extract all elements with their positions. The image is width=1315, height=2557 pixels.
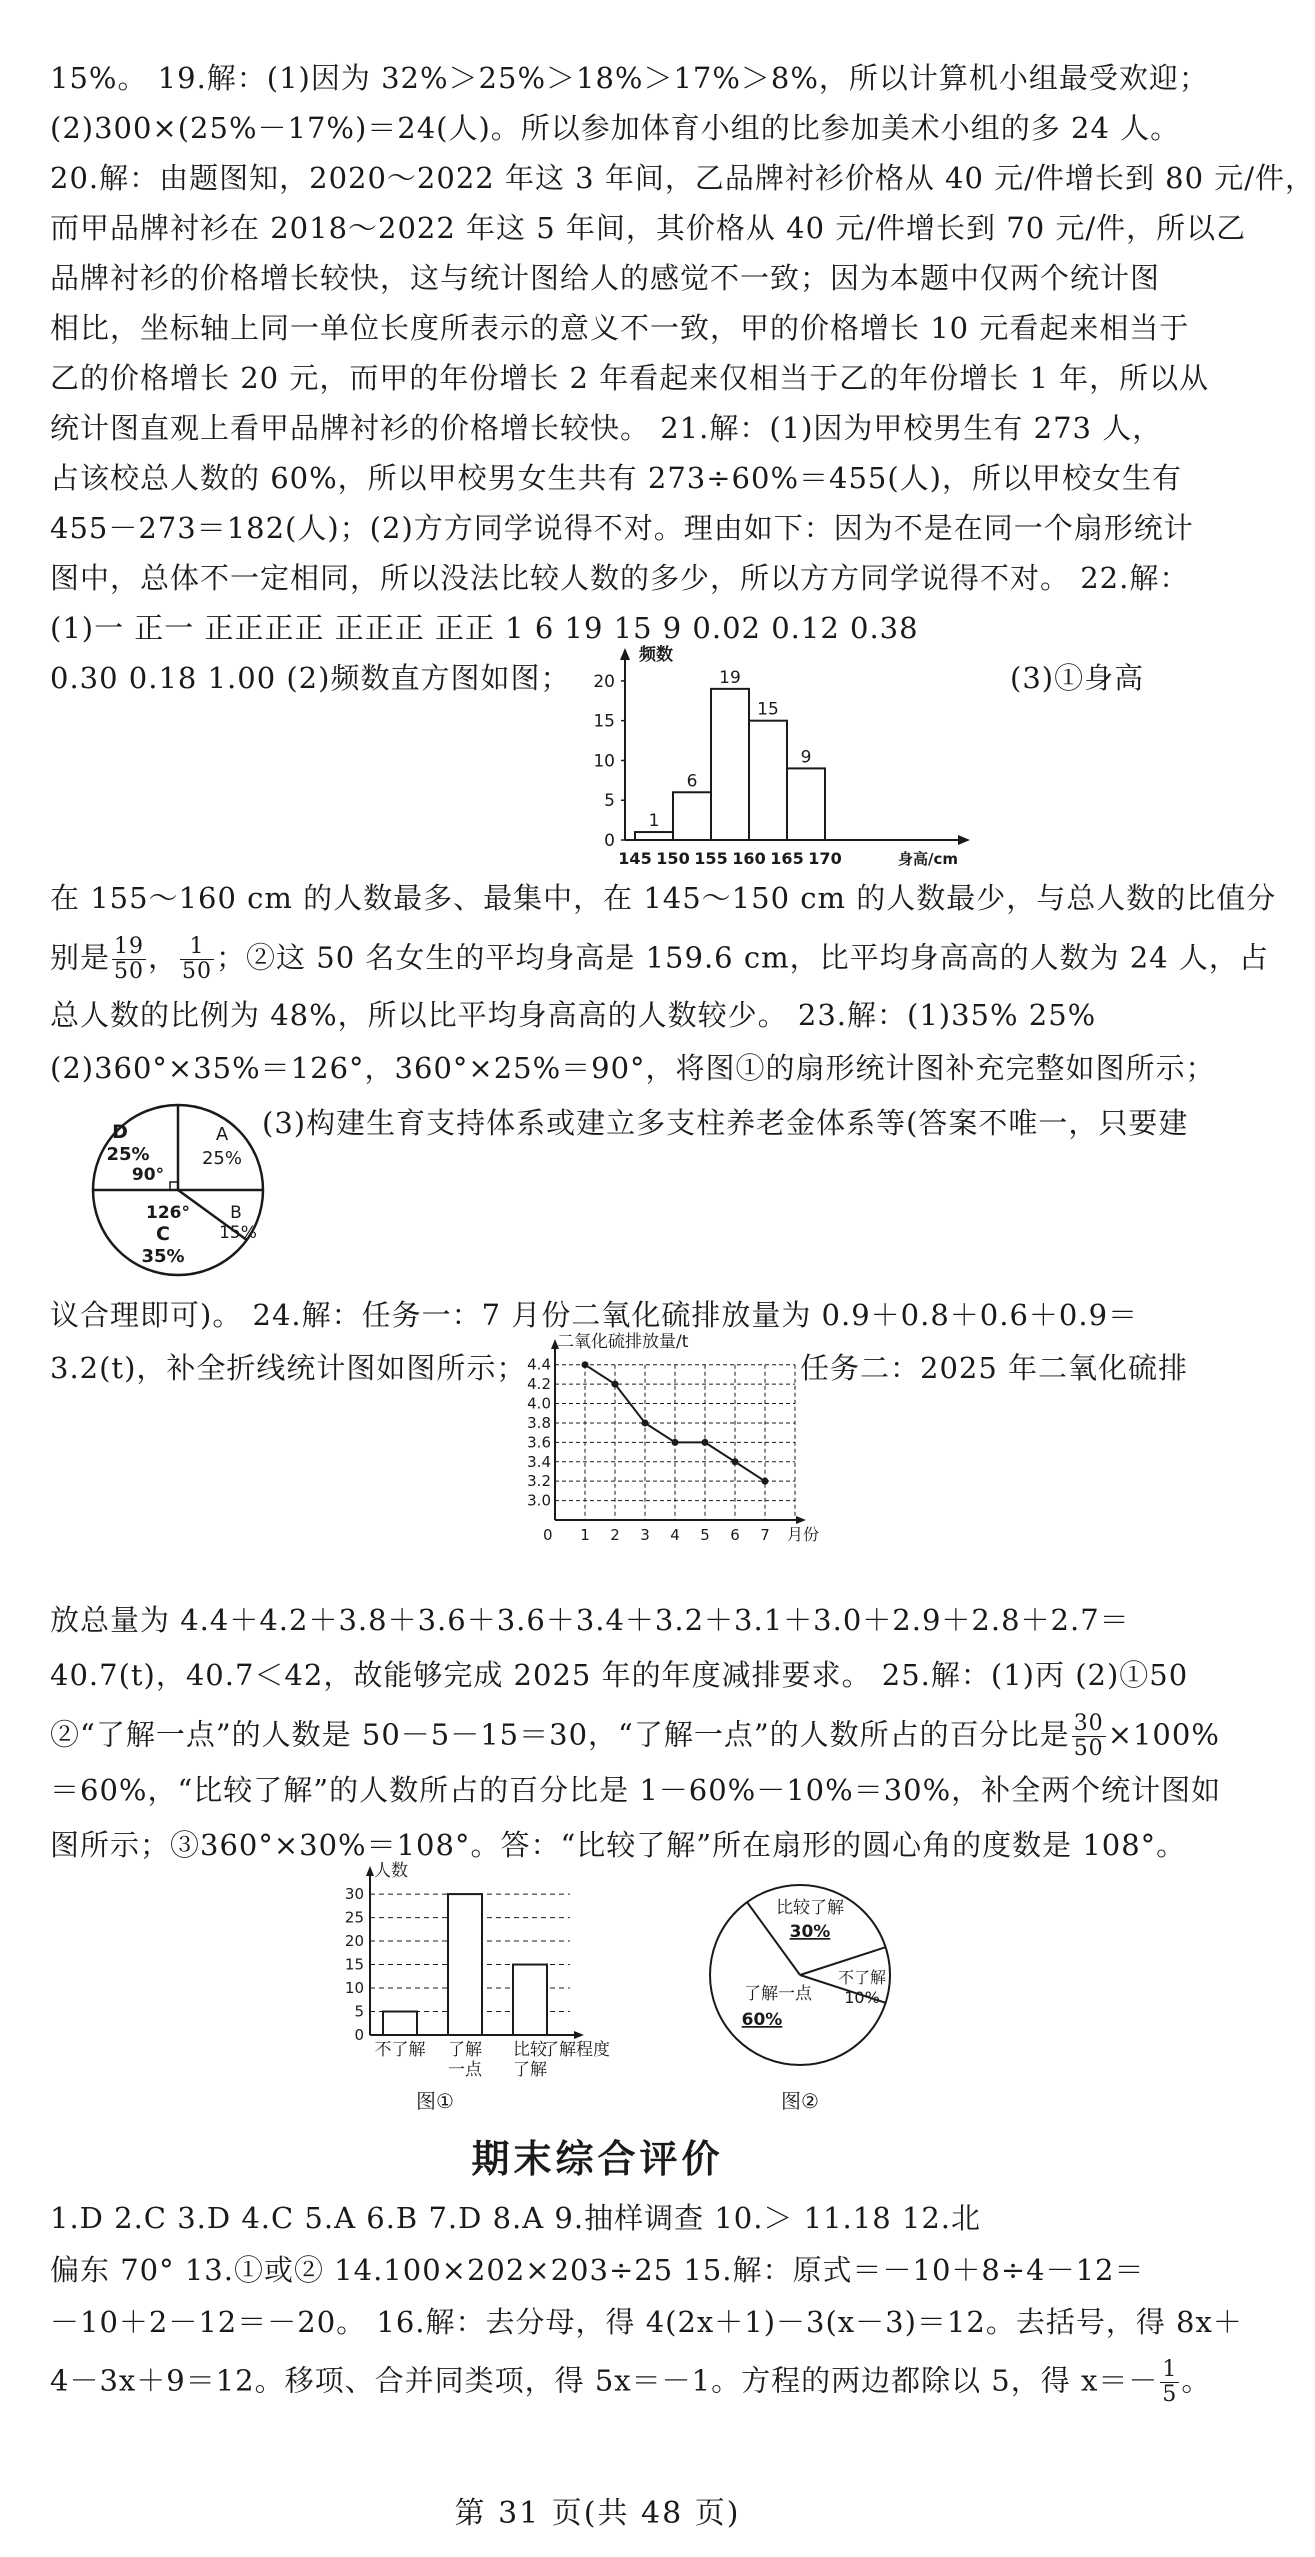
pie-chart-1 bbox=[88, 1100, 268, 1280]
data-point bbox=[672, 1439, 679, 1446]
text-line: 0.30 0.18 1.00 (2)频数直方图如图； bbox=[50, 661, 571, 695]
x-tick-label: 150 bbox=[656, 849, 690, 868]
x-tick-label: 155 bbox=[694, 849, 728, 868]
slice-pct: 10% bbox=[844, 1988, 880, 2007]
y-axis-arrow bbox=[366, 1866, 374, 1876]
data-point bbox=[762, 1478, 769, 1485]
text-line: 乙的价格增长 20 元，而甲的年份增长 2 年看起来仅相当于乙的年份增长 1 年，所以从 bbox=[50, 361, 1210, 395]
histogram-bar bbox=[787, 768, 825, 840]
y-tick-label: 3.8 bbox=[527, 1413, 551, 1432]
tally-line: (1)一 正一 正正正正 正正正 正正 1 6 19 15 9 0.02 0.12 0.38 bbox=[50, 611, 919, 645]
text-line: ＝60%，“比较了解”的人数所占的百分比是 1－60%－10%＝30%，补全两个统计图如 bbox=[50, 1773, 1222, 1807]
y-axis-label: 频数 bbox=[639, 645, 673, 665]
data-point bbox=[732, 1458, 739, 1465]
y-tick-label: 5 bbox=[604, 791, 615, 812]
x-tick-label: 6 bbox=[730, 1526, 740, 1544]
slice-pct: 60% bbox=[741, 2010, 783, 2030]
y-tick-label: 3.4 bbox=[527, 1452, 551, 1471]
histogram-bar bbox=[673, 792, 711, 840]
text-line-with-fraction: ②“了解一点”的人数是 50－5－15＝30，“了解一点”的人数所占的百分比是 $\frac{30}{50}$ ×100% bbox=[50, 1711, 1220, 1761]
text-line: 在 155～160 cm 的人数最多、最集中，在 145～150 cm 的人数最少，与总人数的比值分 bbox=[50, 881, 1277, 915]
answer-line: 偏东 70° 13.①或② 14.100×202×203÷25 15.解：原式＝－10＋8÷4－12＝ bbox=[50, 2253, 1145, 2287]
slice-label: D bbox=[112, 1121, 128, 1143]
answer-line-with-fraction: 4－3x＋9＝12。移项、合并同类项，得 5x＝－1。方程的两边都除以 5，得 x＝－ $\frac{1}{5}$ 。 bbox=[50, 2357, 1212, 2407]
line-chart-figure bbox=[510, 1332, 850, 1557]
data-point bbox=[642, 1419, 649, 1426]
x-tick-label: 了解 bbox=[513, 2060, 547, 2080]
x-tick-label: 一点 bbox=[448, 2060, 482, 2080]
text-line: 品牌衬衫的价格增长较快，这与统计图给人的感觉不一致；因为本题中仅两个统计图 bbox=[50, 261, 1161, 295]
slice-label: 了解一点 bbox=[744, 1984, 812, 2004]
bar-value-label: 1 bbox=[648, 811, 660, 832]
x-tick-label: 7 bbox=[760, 1526, 770, 1544]
y-tick-label: 20 bbox=[593, 671, 615, 692]
answer-line: －10＋2－12＝－20。 16.解：去分母，得 4(2x＋1)－3(x－3)＝12。去括号，得 8x＋ bbox=[50, 2305, 1243, 2339]
text-line: 20.解：由题图知，2020～2022 年这 3 年间，乙品牌衬衫价格从 40 元/件增长到 80 元/件， bbox=[50, 161, 1315, 195]
data-point bbox=[612, 1381, 619, 1388]
text-line: 放总量为 4.4＋4.2＋3.8＋3.6＋3.6＋3.4＋3.2＋3.1＋3.0＋2.9＋2.8＋2.7＝ bbox=[50, 1603, 1130, 1637]
histogram-bar bbox=[749, 721, 787, 840]
text-line: 15%。 19.解：(1)因为 32%＞25%＞18%＞17%＞8%，所以计算机小组最受欢迎； bbox=[50, 61, 1209, 95]
y-tick-label: 3.6 bbox=[527, 1433, 551, 1452]
y-tick-label: 0 bbox=[354, 2026, 364, 2044]
slice-label: 不了解 bbox=[837, 1968, 887, 1987]
text-line: 而甲品牌衬衫在 2018～2022 年这 5 年间，其价格从 40 元/件增长到 70 元/件，所以乙 bbox=[50, 211, 1247, 245]
y-axis-label: 人数 bbox=[374, 1861, 408, 1881]
figure-caption: 图① bbox=[416, 2089, 454, 2113]
text-line: 总人数的比例为 48%，所以比平均身高高的人数较少。 23.解：(1)35% 25% bbox=[50, 998, 1097, 1032]
y-tick-label: 10 bbox=[593, 751, 615, 772]
slice-angle: 90° bbox=[131, 1165, 165, 1185]
y-tick-label: 10 bbox=[344, 1979, 364, 1998]
y-tick-label: 0 bbox=[604, 831, 615, 851]
text-line: 相比，坐标轴上同一单位长度所表示的意义不一致，甲的价格增长 10 元看起来相当于 bbox=[50, 311, 1190, 345]
x-axis-label: 了解程度 bbox=[542, 2040, 610, 2060]
slice-pct: 25% bbox=[201, 1148, 243, 1169]
text-line: (3)①身高 bbox=[1010, 661, 1145, 695]
text-line: 统计图直观上看甲品牌衬衫的价格增长较快。 21.解：(1)因为甲校男生有 273 人， bbox=[50, 411, 1163, 445]
bar-value-label: 9 bbox=[800, 747, 812, 768]
x-axis-arrow bbox=[958, 835, 970, 845]
section-title: 期末综合评价 bbox=[471, 2137, 724, 2181]
text-line: 3.2(t)，补全折线统计图如图所示； bbox=[50, 1351, 527, 1385]
x-axis-arrow bbox=[574, 2031, 584, 2039]
bar bbox=[448, 1894, 482, 2035]
x-tick-label: 了解 bbox=[448, 2040, 482, 2060]
text-line: 议合理即可)。 24.解：任务一：7 月份二氧化硫排放量为 0.9＋0.8＋0.6＋0.9＝ bbox=[50, 1298, 1139, 1332]
y-tick-label: 4.0 bbox=[527, 1394, 551, 1413]
x-tick-label: 165 bbox=[770, 849, 804, 868]
y-tick-label: 4.4 bbox=[527, 1355, 551, 1374]
x-tick-label: 2 bbox=[610, 1526, 620, 1544]
y-axis-label: 二氧化硫排放量/t bbox=[557, 1332, 689, 1352]
slice-pct: 25% bbox=[106, 1144, 150, 1165]
slice-label: 比较了解 bbox=[776, 1898, 844, 1918]
text-line: (2)360°×35%＝126°，360°×25%＝90°，将图①的扇形统计图补充完整如图所示； bbox=[50, 1051, 1216, 1085]
bar-chart bbox=[320, 1860, 690, 2115]
line-chart bbox=[510, 1332, 850, 1557]
y-tick-label: 20 bbox=[344, 1932, 364, 1951]
bar bbox=[383, 2012, 417, 2035]
text-line: 455－273＝182(人)；(2)方方同学说得不对。理由如下：因为不是在同一个扇形统计 bbox=[50, 511, 1194, 545]
page-footer: 第 31 页(共 48 页) bbox=[454, 2496, 741, 2531]
x-axis-arrow bbox=[796, 1516, 806, 1524]
bar bbox=[513, 1965, 547, 2035]
text-line: 任务二：2025 年二氧化硫排 bbox=[800, 1351, 1189, 1385]
origin-label: 0 bbox=[543, 1526, 553, 1544]
x-tick-label: 比较 bbox=[513, 2040, 547, 2060]
y-axis-arrow bbox=[620, 648, 630, 660]
fraction: $\frac{1}{50}$ bbox=[182, 934, 213, 984]
x-tick-label: 5 bbox=[700, 1526, 710, 1544]
text-line: 图中，总体不一定相同，所以没法比较人数的多少，所以方方同学说得不对。 22.解： bbox=[50, 561, 1190, 595]
pie-figure-1 bbox=[88, 1100, 268, 1280]
histogram-chart bbox=[580, 640, 1000, 868]
slice-label: A bbox=[215, 1124, 229, 1145]
answer-line: 1.D 2.C 3.D 4.C 5.A 6.B 7.D 8.A 9.抽样调查 10.＞ 11.18 12.北 bbox=[50, 2201, 982, 2235]
y-tick-label: 5 bbox=[354, 2002, 364, 2021]
y-tick-label: 3.2 bbox=[527, 1472, 551, 1491]
fraction: $\frac{1}{5}$ bbox=[1162, 2357, 1178, 2407]
x-tick-label: 4 bbox=[670, 1526, 680, 1544]
bar-chart-figure bbox=[320, 1860, 690, 2115]
data-point bbox=[582, 1361, 589, 1368]
fraction: $\frac{30}{50}$ bbox=[1073, 1711, 1104, 1761]
y-tick-label: 25 bbox=[344, 1908, 364, 1927]
y-tick-label: 4.2 bbox=[527, 1375, 551, 1394]
text-line-with-fractions: 别是 $\frac{19}{50}$ ， $\frac{1}{50}$ ；②这 50 名女生的平均身高是 159.6 cm，比平均身高高的人数为 24 人，占 bbox=[50, 934, 1269, 984]
data-point bbox=[702, 1439, 709, 1446]
x-tick-label: 不了解 bbox=[374, 2040, 426, 2060]
bar-value-label: 15 bbox=[757, 699, 779, 720]
histogram-bar bbox=[711, 689, 749, 840]
x-tick-label: 1 bbox=[580, 1526, 590, 1544]
x-tick-label: 145 bbox=[618, 849, 652, 868]
x-axis-label: 身高/cm bbox=[898, 850, 959, 868]
text-line: (2)300×(25%－17%)＝24(人)。所以参加体育小组的比参加美术小组的多 24 人。 bbox=[50, 111, 1181, 145]
x-tick-label: 160 bbox=[732, 849, 766, 868]
x-tick-label: 170 bbox=[808, 849, 842, 868]
slice-pct: 15% bbox=[219, 1223, 257, 1243]
slice-pct: 30% bbox=[789, 1922, 831, 1942]
text-line: (3)构建生育支持体系或建立多支柱养老金体系等(答案不唯一，只要建 bbox=[262, 1106, 1189, 1140]
figure-caption: 图② bbox=[781, 2089, 819, 2113]
slice-angle: 126° bbox=[146, 1203, 190, 1223]
fraction: $\frac{19}{50}$ bbox=[114, 934, 145, 984]
slice-label: B bbox=[230, 1203, 242, 1223]
histogram-bar bbox=[635, 832, 673, 840]
text-line: 占该校总人数的 60%，所以甲校男女生共有 273÷60%＝455(人)，所以甲校女生有 bbox=[50, 461, 1182, 495]
bar-value-label: 19 bbox=[719, 667, 741, 688]
y-tick-label: 30 bbox=[344, 1885, 364, 1904]
pie-figure-2 bbox=[710, 1860, 910, 2115]
slice-pct: 35% bbox=[141, 1246, 185, 1267]
y-tick-label: 3.0 bbox=[527, 1491, 551, 1510]
pie-chart-2 bbox=[710, 1860, 910, 2115]
y-tick-label: 15 bbox=[344, 1955, 364, 1974]
bar-value-label: 6 bbox=[686, 771, 698, 792]
x-tick-label: 3 bbox=[640, 1526, 650, 1544]
slice-label: C bbox=[156, 1223, 170, 1245]
x-axis-label: 月份 bbox=[787, 1525, 820, 1544]
histogram-figure bbox=[580, 640, 1000, 868]
text-line: 40.7(t)，40.7＜42，故能够完成 2025 年的年度减排要求。 25.解：(1)丙 (2)①50 bbox=[50, 1658, 1189, 1692]
text-line: 图所示；③360°×30%＝108°。答：“比较了解”所在扇形的圆心角的度数是 108°。 bbox=[50, 1828, 1187, 1862]
y-tick-label: 15 bbox=[593, 711, 615, 732]
